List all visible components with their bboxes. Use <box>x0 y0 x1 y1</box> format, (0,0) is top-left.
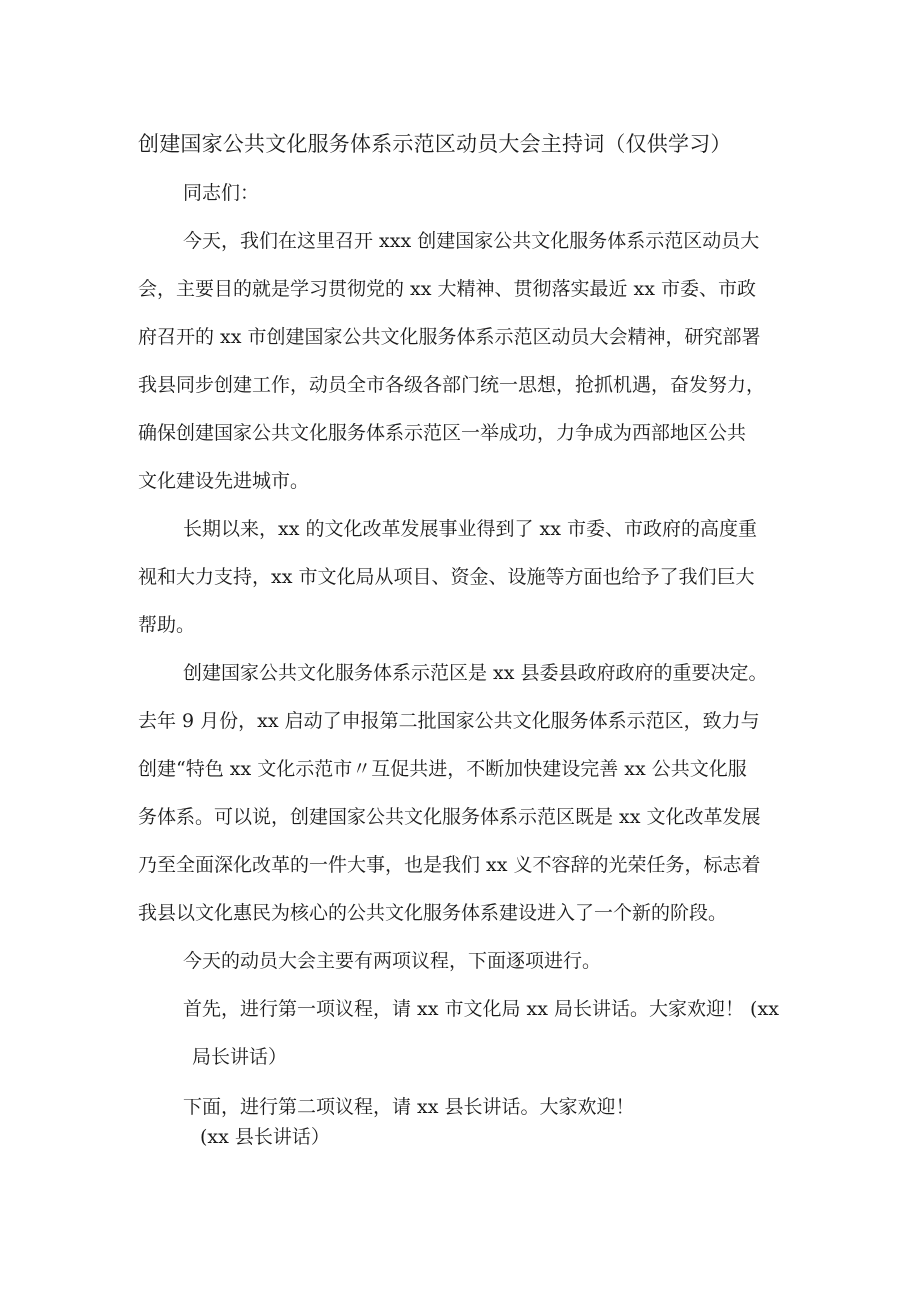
agenda-item-2-note: (xx 县长讲话） <box>200 1126 330 1148</box>
agenda-item-1: 首先，进行第一项议程，请 xx 市文化局 xx 局长讲话。大家欢迎！ (xx <box>183 998 779 1020</box>
paragraph-line: 今天，我们在这里召开 xxx 创建国家公共文化服务体系示范区动员大 <box>183 230 760 252</box>
paragraph-line: 创建国家公共文化服务体系示范区是 xx 县委县政府政府的重要决定。 <box>183 662 768 684</box>
paragraph-line: 会，主要目的就是学习贯彻党的 xx 大精神、贯彻落实最近 xx 市委、市政 <box>138 278 757 300</box>
paragraph-line: 文化建设先进城市。 <box>138 470 310 492</box>
paragraph-line: 去年 9 月份，xx 启动了申报第二批国家公共文化服务体系示范区，致力与 <box>138 710 760 732</box>
agenda-item-2: 下面，进行第二项议程，请 xx 县长讲话。大家欢迎！ <box>183 1096 635 1118</box>
paragraph-line: 我县以文化惠民为核心的公共文化服务体系建设进入了一个新的阶段。 <box>138 902 728 924</box>
document-title: 创建国家公共文化服务体系示范区动员大会主持词（仅供学习） <box>138 132 732 156</box>
paragraph-line: 今天的动员大会主要有两项议程，下面逐项进行。 <box>183 950 602 972</box>
paragraph-line: 务体系。可以说，创建国家公共文化服务体系示范区既是 xx 文化改革发展 <box>138 806 761 828</box>
paragraph-line: 确保创建国家公共文化服务体系示范区一举成功，力争成为西部地区公共 <box>138 422 747 444</box>
paragraph-line: 我县同步创建工作，动员全市各级各部门统一思想，抢抓机遇，奋发努力， <box>138 374 766 396</box>
agenda-item-1-note: 局长讲话） <box>192 1046 288 1068</box>
paragraph-line: 长期以来，xx 的文化改革发展事业得到了 xx 市委、市政府的高度重 <box>183 518 757 540</box>
paragraph-line: 府召开的 xx 市创建国家公共文化服务体系示范区动员大会精神，研究部署 <box>138 326 761 348</box>
paragraph-line: 帮助。 <box>138 614 196 636</box>
paragraph-line: 视和大力支持，xx 市文化局从项目、资金、设施等方面也给予了我们巨大 <box>138 566 755 588</box>
paragraph-line: 乃至全面深化改革的一件大事，也是我们 xx 义不容辞的光荣任务，标志着 <box>138 854 761 876</box>
salutation: 同志们： <box>183 182 260 204</box>
paragraph-line: 创建“特色 xx 文化示范市〃互促共进，不断加快建设完善 xx 公共文化服 <box>138 758 747 780</box>
